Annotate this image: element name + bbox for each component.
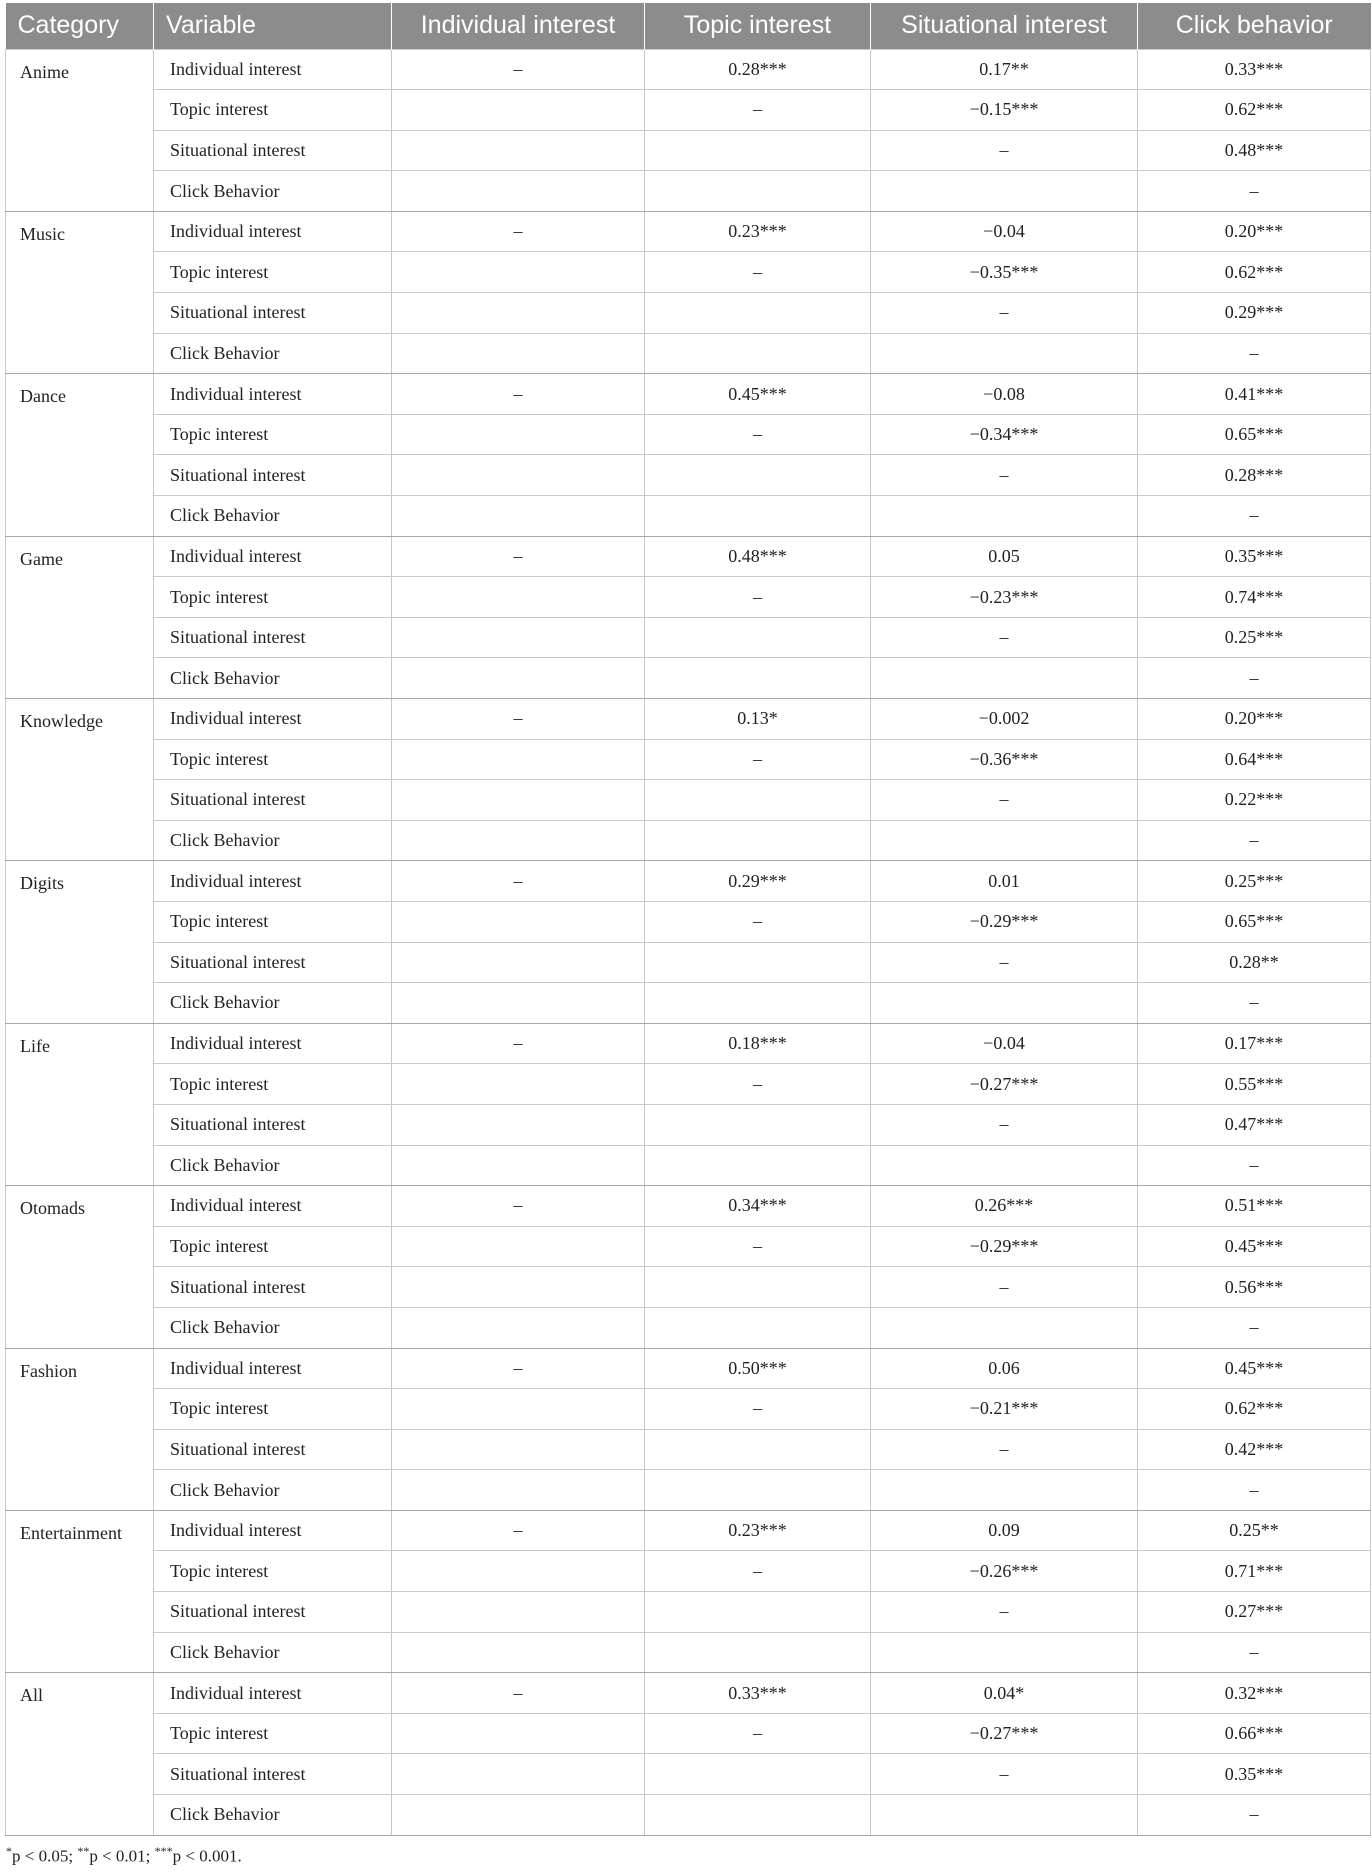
click-behavior-cell: 0.20*** (1138, 699, 1371, 740)
click-behavior-cell: 0.48*** (1138, 130, 1371, 171)
table-row (6, 942, 1371, 983)
table-row (6, 130, 1371, 171)
table-row (6, 1145, 1371, 1186)
situational-interest-cell: – (871, 130, 1138, 171)
situational-interest-cell (871, 171, 1138, 212)
individual-interest-cell (392, 1064, 645, 1105)
situational-interest-cell: −0.15*** (871, 90, 1138, 131)
table-row (6, 252, 1371, 293)
table-row (6, 211, 1371, 252)
individual-interest-cell (392, 780, 645, 821)
topic-interest-cell (645, 617, 871, 658)
topic-interest-cell: – (645, 1551, 871, 1592)
click-behavior-cell: – (1138, 1470, 1371, 1511)
variable-cell: Situational interest (154, 780, 392, 821)
individual-interest-cell: – (392, 211, 645, 252)
situational-interest-cell: −0.27*** (871, 1064, 1138, 1105)
table-row (6, 739, 1371, 780)
footnote-text: p < 0.05; (12, 1846, 78, 1866)
situational-interest-cell: −0.27*** (871, 1713, 1138, 1754)
variable-cell: Topic interest (154, 901, 392, 942)
table-row (6, 496, 1371, 537)
variable-cell: Individual interest (154, 861, 392, 902)
topic-interest-cell (645, 658, 871, 699)
footnote-text: p < 0.01; (89, 1846, 155, 1866)
click-behavior-cell: 0.35*** (1138, 536, 1371, 577)
individual-interest-cell (392, 1754, 645, 1795)
topic-interest-cell (645, 820, 871, 861)
variable-cell: Individual interest (154, 374, 392, 415)
individual-interest-cell (392, 252, 645, 293)
category-cell: All (6, 1673, 154, 1835)
situational-interest-cell: – (871, 1592, 1138, 1633)
header-individual-interest: Individual interest (392, 3, 645, 49)
click-behavior-cell: 0.32*** (1138, 1673, 1371, 1714)
click-behavior-cell: – (1138, 983, 1371, 1024)
situational-interest-cell: −0.29*** (871, 1226, 1138, 1267)
category-cell: Life (6, 1023, 154, 1185)
category-cell: Digits (6, 861, 154, 1023)
variable-cell: Click Behavior (154, 983, 392, 1024)
situational-interest-cell (871, 820, 1138, 861)
situational-interest-cell: −0.08 (871, 374, 1138, 415)
header-topic-interest: Topic interest (645, 3, 871, 49)
table-row (6, 1754, 1371, 1795)
topic-interest-cell (645, 496, 871, 537)
individual-interest-cell: – (392, 861, 645, 902)
table-row (6, 1226, 1371, 1267)
individual-interest-cell (392, 1145, 645, 1186)
variable-cell: Individual interest (154, 699, 392, 740)
topic-interest-cell: 0.45*** (645, 374, 871, 415)
correlation-table (5, 3, 1371, 1836)
situational-interest-cell: – (871, 455, 1138, 496)
individual-interest-cell (392, 1267, 645, 1308)
variable-cell: Topic interest (154, 1713, 392, 1754)
topic-interest-cell: – (645, 577, 871, 618)
category-cell: Dance (6, 374, 154, 536)
click-behavior-cell: 0.42*** (1138, 1429, 1371, 1470)
individual-interest-cell: – (392, 536, 645, 577)
category-cell: Music (6, 211, 154, 373)
table-row (6, 536, 1371, 577)
variable-cell: Individual interest (154, 536, 392, 577)
click-behavior-cell: 0.20*** (1138, 211, 1371, 252)
situational-interest-cell: −0.34*** (871, 414, 1138, 455)
situational-interest-cell: 0.17** (871, 49, 1138, 90)
individual-interest-cell (392, 1551, 645, 1592)
variable-cell: Situational interest (154, 1429, 392, 1470)
table-row (6, 49, 1371, 90)
table-row (6, 1713, 1371, 1754)
topic-interest-cell: 0.23*** (645, 1510, 871, 1551)
topic-interest-cell: – (645, 901, 871, 942)
topic-interest-cell: – (645, 1064, 871, 1105)
table-row (6, 1186, 1371, 1227)
click-behavior-cell: 0.28** (1138, 942, 1371, 983)
click-behavior-cell: 0.27*** (1138, 1592, 1371, 1633)
table-row (6, 455, 1371, 496)
topic-interest-cell (645, 1754, 871, 1795)
table-row (6, 699, 1371, 740)
individual-interest-cell: – (392, 1186, 645, 1227)
topic-interest-cell (645, 942, 871, 983)
variable-cell: Topic interest (154, 1064, 392, 1105)
click-behavior-cell: – (1138, 496, 1371, 537)
table-row (6, 780, 1371, 821)
situational-interest-cell (871, 496, 1138, 537)
click-behavior-cell: 0.66*** (1138, 1713, 1371, 1754)
variable-cell: Situational interest (154, 942, 392, 983)
variable-cell: Click Behavior (154, 1470, 392, 1511)
situational-interest-cell (871, 1632, 1138, 1673)
individual-interest-cell (392, 1307, 645, 1348)
click-behavior-cell: 0.62*** (1138, 1389, 1371, 1430)
topic-interest-cell: – (645, 414, 871, 455)
table-row (6, 1064, 1371, 1105)
topic-interest-cell (645, 1307, 871, 1348)
individual-interest-cell (392, 1389, 645, 1430)
click-behavior-cell: 0.17*** (1138, 1023, 1371, 1064)
variable-cell: Individual interest (154, 1673, 392, 1714)
click-behavior-cell: 0.65*** (1138, 414, 1371, 455)
click-behavior-cell: 0.33*** (1138, 49, 1371, 90)
topic-interest-cell (645, 983, 871, 1024)
table-row (6, 374, 1371, 415)
click-behavior-cell: 0.41*** (1138, 374, 1371, 415)
topic-interest-cell: – (645, 739, 871, 780)
table-row (6, 293, 1371, 334)
situational-interest-cell (871, 1307, 1138, 1348)
variable-cell: Topic interest (154, 1226, 392, 1267)
situational-interest-cell: −0.26*** (871, 1551, 1138, 1592)
individual-interest-cell (392, 1429, 645, 1470)
click-behavior-cell: 0.65*** (1138, 901, 1371, 942)
variable-cell: Click Behavior (154, 333, 392, 374)
situational-interest-cell: 0.09 (871, 1510, 1138, 1551)
situational-interest-cell: −0.002 (871, 699, 1138, 740)
individual-interest-cell (392, 1226, 645, 1267)
situational-interest-cell: −0.04 (871, 211, 1138, 252)
topic-interest-cell (645, 1145, 871, 1186)
individual-interest-cell (392, 617, 645, 658)
individual-interest-cell (392, 942, 645, 983)
situational-interest-cell (871, 1795, 1138, 1836)
individual-interest-cell (392, 1795, 645, 1836)
variable-cell: Situational interest (154, 1104, 392, 1145)
click-behavior-cell: 0.56*** (1138, 1267, 1371, 1308)
click-behavior-cell: 0.74*** (1138, 577, 1371, 618)
variable-cell: Click Behavior (154, 171, 392, 212)
click-behavior-cell: 0.62*** (1138, 252, 1371, 293)
topic-interest-cell: 0.50*** (645, 1348, 871, 1389)
variable-cell: Situational interest (154, 130, 392, 171)
individual-interest-cell (392, 577, 645, 618)
individual-interest-cell (392, 130, 645, 171)
table-row (6, 1348, 1371, 1389)
category-cell: Knowledge (6, 699, 154, 861)
situational-interest-cell (871, 983, 1138, 1024)
table-body (6, 49, 1371, 1835)
header-situational-interest: Situational interest (871, 3, 1138, 49)
footnote-marker: *** (154, 1843, 173, 1858)
individual-interest-cell: – (392, 374, 645, 415)
variable-cell: Topic interest (154, 1551, 392, 1592)
variable-cell: Click Behavior (154, 658, 392, 699)
variable-cell: Individual interest (154, 1348, 392, 1389)
click-behavior-cell: – (1138, 1795, 1371, 1836)
variable-cell: Topic interest (154, 90, 392, 131)
click-behavior-cell: 0.28*** (1138, 455, 1371, 496)
situational-interest-cell: −0.21*** (871, 1389, 1138, 1430)
individual-interest-cell (392, 90, 645, 131)
variable-cell: Individual interest (154, 1510, 392, 1551)
table-row (6, 617, 1371, 658)
click-behavior-cell: – (1138, 333, 1371, 374)
table-row (6, 1307, 1371, 1348)
variable-cell: Individual interest (154, 1186, 392, 1227)
correlation-table-container (5, 3, 1370, 1866)
category-cell: Fashion (6, 1348, 154, 1510)
click-behavior-cell: 0.29*** (1138, 293, 1371, 334)
situational-interest-cell: – (871, 617, 1138, 658)
table-row (6, 1389, 1371, 1430)
click-behavior-cell: 0.25*** (1138, 617, 1371, 658)
situational-interest-cell: −0.36*** (871, 739, 1138, 780)
click-behavior-cell: 0.51*** (1138, 1186, 1371, 1227)
individual-interest-cell (392, 739, 645, 780)
table-row (6, 1510, 1371, 1551)
header-row (6, 3, 1371, 49)
click-behavior-cell: – (1138, 820, 1371, 861)
footnote-text: p < 0.001. (172, 1846, 242, 1866)
table-row (6, 1267, 1371, 1308)
variable-cell: Topic interest (154, 252, 392, 293)
click-behavior-cell: – (1138, 171, 1371, 212)
variable-cell: Situational interest (154, 1267, 392, 1308)
topic-interest-cell: – (645, 90, 871, 131)
individual-interest-cell (392, 1592, 645, 1633)
table-row (6, 1592, 1371, 1633)
variable-cell: Topic interest (154, 577, 392, 618)
situational-interest-cell: – (871, 293, 1138, 334)
situational-interest-cell: – (871, 1267, 1138, 1308)
individual-interest-cell (392, 455, 645, 496)
topic-interest-cell (645, 1470, 871, 1511)
individual-interest-cell (392, 496, 645, 537)
individual-interest-cell (392, 901, 645, 942)
topic-interest-cell (645, 780, 871, 821)
category-cell: Entertainment (6, 1510, 154, 1672)
variable-cell: Click Behavior (154, 1307, 392, 1348)
situational-interest-cell: – (871, 1104, 1138, 1145)
individual-interest-cell: – (392, 1673, 645, 1714)
header-category: Category (6, 3, 154, 49)
situational-interest-cell: – (871, 1754, 1138, 1795)
topic-interest-cell (645, 333, 871, 374)
topic-interest-cell (645, 171, 871, 212)
situational-interest-cell (871, 658, 1138, 699)
variable-cell: Click Behavior (154, 1145, 392, 1186)
table-row (6, 1795, 1371, 1836)
individual-interest-cell (392, 1713, 645, 1754)
variable-cell: Situational interest (154, 617, 392, 658)
table-row (6, 1023, 1371, 1064)
table-row (6, 1673, 1371, 1714)
table-row (6, 414, 1371, 455)
individual-interest-cell (392, 1470, 645, 1511)
variable-cell: Click Behavior (154, 820, 392, 861)
click-behavior-cell: 0.71*** (1138, 1551, 1371, 1592)
click-behavior-cell: 0.64*** (1138, 739, 1371, 780)
table-row (6, 820, 1371, 861)
individual-interest-cell (392, 414, 645, 455)
table-row (6, 1429, 1371, 1470)
header-variable: Variable (154, 3, 392, 49)
table-row (6, 901, 1371, 942)
individual-interest-cell (392, 820, 645, 861)
individual-interest-cell: – (392, 1510, 645, 1551)
table-row (6, 90, 1371, 131)
topic-interest-cell: – (645, 252, 871, 293)
situational-interest-cell (871, 1470, 1138, 1511)
situational-interest-cell: 0.26*** (871, 1186, 1138, 1227)
variable-cell: Situational interest (154, 1592, 392, 1633)
click-behavior-cell: 0.62*** (1138, 90, 1371, 131)
category-cell: Otomads (6, 1186, 154, 1348)
topic-interest-cell: – (645, 1389, 871, 1430)
topic-interest-cell (645, 1795, 871, 1836)
topic-interest-cell (645, 1429, 871, 1470)
table-row (6, 1551, 1371, 1592)
individual-interest-cell: – (392, 49, 645, 90)
individual-interest-cell (392, 293, 645, 334)
individual-interest-cell (392, 333, 645, 374)
situational-interest-cell (871, 333, 1138, 374)
variable-cell: Situational interest (154, 1754, 392, 1795)
individual-interest-cell (392, 983, 645, 1024)
table-header (6, 3, 1371, 49)
variable-cell: Individual interest (154, 1023, 392, 1064)
situational-interest-cell: −0.35*** (871, 252, 1138, 293)
variable-cell: Click Behavior (154, 1795, 392, 1836)
click-behavior-cell: 0.25*** (1138, 861, 1371, 902)
topic-interest-cell: – (645, 1226, 871, 1267)
significance-footnote (5, 1844, 1370, 1867)
topic-interest-cell (645, 1104, 871, 1145)
topic-interest-cell (645, 455, 871, 496)
click-behavior-cell: – (1138, 1307, 1371, 1348)
click-behavior-cell: – (1138, 1145, 1371, 1186)
individual-interest-cell: – (392, 1348, 645, 1389)
footnote-marker: ** (77, 1843, 90, 1858)
variable-cell: Situational interest (154, 455, 392, 496)
situational-interest-cell (871, 1145, 1138, 1186)
situational-interest-cell: −0.04 (871, 1023, 1138, 1064)
variable-cell: Topic interest (154, 1389, 392, 1430)
situational-interest-cell: 0.04* (871, 1673, 1138, 1714)
topic-interest-cell: 0.18*** (645, 1023, 871, 1064)
individual-interest-cell (392, 171, 645, 212)
footnote-marker: * (6, 1843, 12, 1858)
topic-interest-cell: 0.29*** (645, 861, 871, 902)
table-row (6, 1470, 1371, 1511)
situational-interest-cell: – (871, 942, 1138, 983)
topic-interest-cell (645, 1267, 871, 1308)
situational-interest-cell: −0.23*** (871, 577, 1138, 618)
click-behavior-cell: 0.25** (1138, 1510, 1371, 1551)
situational-interest-cell: – (871, 780, 1138, 821)
click-behavior-cell: 0.22*** (1138, 780, 1371, 821)
topic-interest-cell: 0.34*** (645, 1186, 871, 1227)
table-row (6, 658, 1371, 699)
topic-interest-cell: 0.13* (645, 699, 871, 740)
situational-interest-cell: −0.29*** (871, 901, 1138, 942)
variable-cell: Topic interest (154, 739, 392, 780)
table-row (6, 333, 1371, 374)
variable-cell: Click Behavior (154, 1632, 392, 1673)
individual-interest-cell (392, 1104, 645, 1145)
category-cell: Anime (6, 49, 154, 211)
click-behavior-cell: 0.47*** (1138, 1104, 1371, 1145)
individual-interest-cell (392, 1632, 645, 1673)
situational-interest-cell: 0.01 (871, 861, 1138, 902)
table-row (6, 1632, 1371, 1673)
table-row (6, 861, 1371, 902)
topic-interest-cell: 0.33*** (645, 1673, 871, 1714)
click-behavior-cell: 0.55*** (1138, 1064, 1371, 1105)
variable-cell: Situational interest (154, 293, 392, 334)
individual-interest-cell: – (392, 699, 645, 740)
click-behavior-cell: – (1138, 1632, 1371, 1673)
topic-interest-cell (645, 293, 871, 334)
topic-interest-cell: 0.48*** (645, 536, 871, 577)
individual-interest-cell (392, 658, 645, 699)
variable-cell: Individual interest (154, 211, 392, 252)
topic-interest-cell (645, 1632, 871, 1673)
category-cell: Game (6, 536, 154, 698)
click-behavior-cell: 0.35*** (1138, 1754, 1371, 1795)
topic-interest-cell (645, 1592, 871, 1633)
table-row (6, 983, 1371, 1024)
table-row (6, 171, 1371, 212)
topic-interest-cell: 0.23*** (645, 211, 871, 252)
topic-interest-cell: – (645, 1713, 871, 1754)
topic-interest-cell (645, 130, 871, 171)
table-row (6, 1104, 1371, 1145)
click-behavior-cell: – (1138, 658, 1371, 699)
topic-interest-cell: 0.28*** (645, 49, 871, 90)
click-behavior-cell: 0.45*** (1138, 1226, 1371, 1267)
click-behavior-cell: 0.45*** (1138, 1348, 1371, 1389)
situational-interest-cell: 0.06 (871, 1348, 1138, 1389)
situational-interest-cell: 0.05 (871, 536, 1138, 577)
situational-interest-cell: – (871, 1429, 1138, 1470)
individual-interest-cell: – (392, 1023, 645, 1064)
table-row (6, 577, 1371, 618)
variable-cell: Click Behavior (154, 496, 392, 537)
header-click-behavior: Click behavior (1138, 3, 1371, 49)
variable-cell: Individual interest (154, 49, 392, 90)
variable-cell: Topic interest (154, 414, 392, 455)
